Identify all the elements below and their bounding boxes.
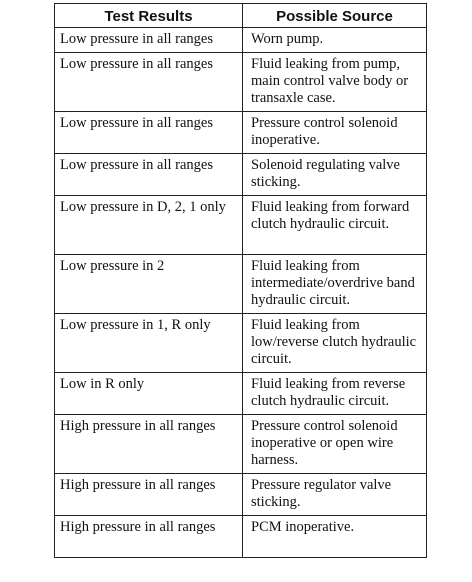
table-row xyxy=(55,373,427,415)
test-result-cell: Low pressure in all ranges xyxy=(55,112,243,154)
header-row xyxy=(55,4,427,28)
test-result-cell: Low in R only xyxy=(55,373,243,415)
table-row xyxy=(55,474,427,516)
possible-source-cell: Pressure control solenoid inoperative or open wire harness. xyxy=(243,415,427,474)
test-result-cell: Low pressure in 2 xyxy=(55,255,243,314)
table-row xyxy=(55,255,427,314)
test-result-cell: Low pressure in all ranges xyxy=(55,28,243,53)
test-result-cell: High pressure in all ranges xyxy=(55,474,243,516)
possible-source-cell: PCM inoperative. xyxy=(243,516,427,558)
possible-source-cell: Pressure regulator valve sticking. xyxy=(243,474,427,516)
column-header-possible-source: Possible Source xyxy=(243,4,427,28)
test-result-cell: Low pressure in all ranges xyxy=(55,154,243,196)
possible-source-cell: Solenoid regulating valve sticking. xyxy=(243,154,427,196)
table-row xyxy=(55,196,427,255)
test-result-cell: Low pressure in D, 2, 1 only xyxy=(55,196,243,255)
possible-source-cell: Fluid leaking from intermediate/overdrive band hydraulic circuit. xyxy=(243,255,427,314)
test-result-cell: Low pressure in all ranges xyxy=(55,53,243,112)
table-row xyxy=(55,28,427,53)
table-row xyxy=(55,516,427,558)
test-result-cell: High pressure in all ranges xyxy=(55,516,243,558)
possible-source-cell: Fluid leaking from reverse clutch hydraulic circuit. xyxy=(243,373,427,415)
column-header-test-results: Test Results xyxy=(55,4,243,28)
possible-source-cell: Fluid leaking from pump, main control valve body or transaxle case. xyxy=(243,53,427,112)
possible-source-cell: Pressure control solenoid inoperative. xyxy=(243,112,427,154)
table-row xyxy=(55,112,427,154)
table-row xyxy=(55,154,427,196)
possible-source-cell: Worn pump. xyxy=(243,28,427,53)
possible-source-cell: Fluid leaking from low/reverse clutch hydraulic circuit. xyxy=(243,314,427,373)
test-result-cell: High pressure in all ranges xyxy=(55,415,243,474)
table-row xyxy=(55,314,427,373)
diagnosis-table xyxy=(54,3,427,558)
table-row xyxy=(55,53,427,112)
possible-source-cell: Fluid leaking from forward clutch hydraulic circuit. xyxy=(243,196,427,255)
table-row xyxy=(55,415,427,474)
test-result-cell: Low pressure in 1, R only xyxy=(55,314,243,373)
